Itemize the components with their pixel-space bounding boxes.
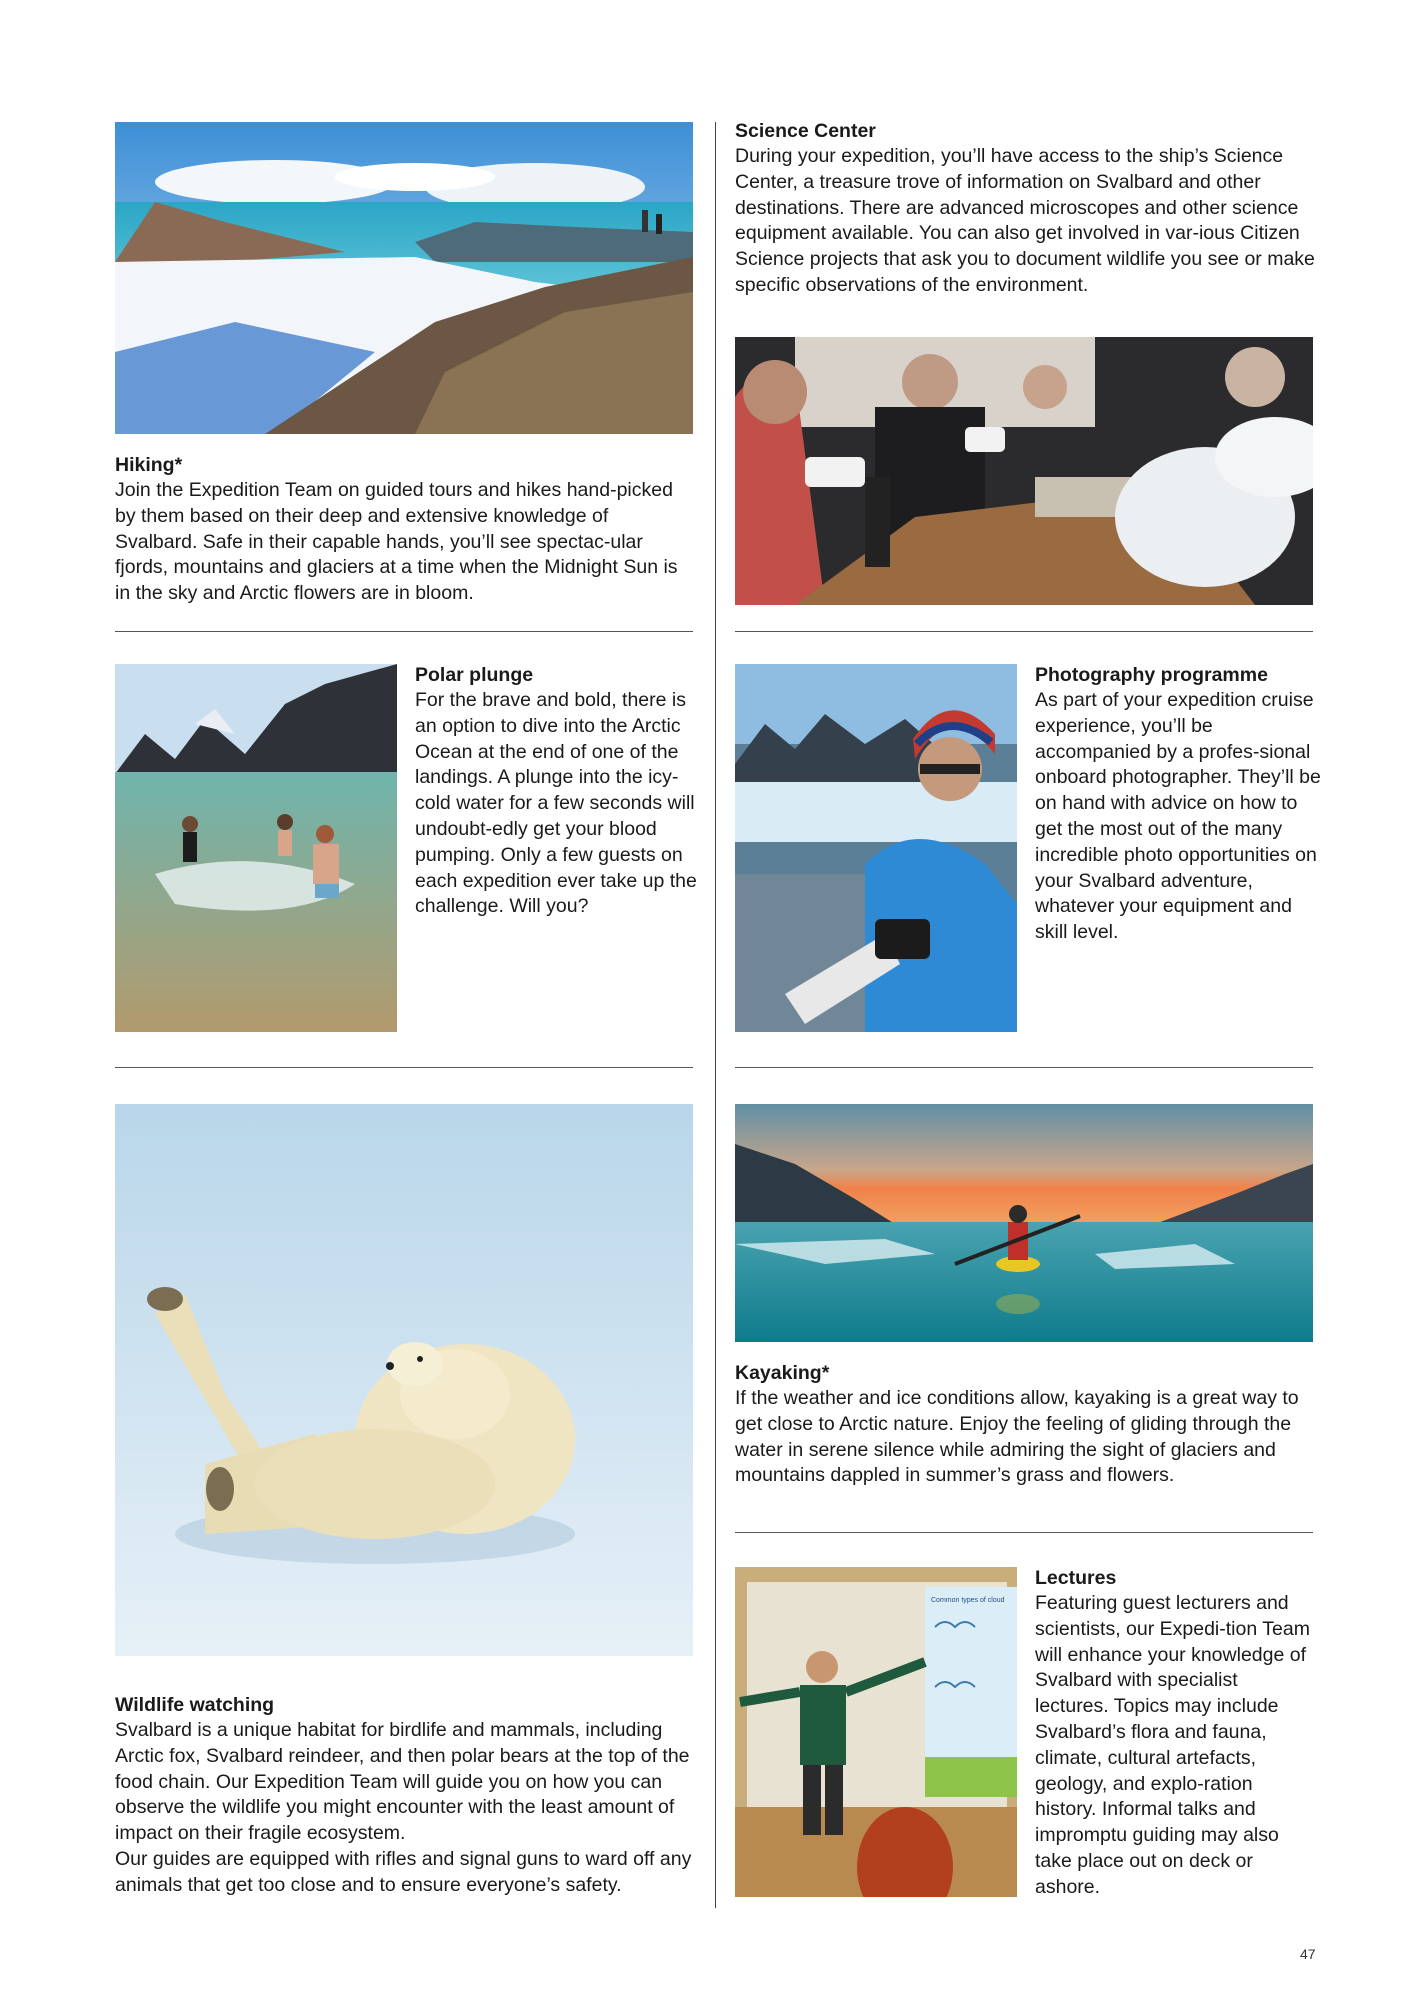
- divider: [735, 1532, 1313, 1533]
- page-number: 47: [1300, 1946, 1316, 1962]
- lecture-photo: [735, 1567, 1017, 1897]
- lectures-title: Lectures: [1035, 1567, 1117, 1589]
- photographer-photo: [735, 664, 1017, 1032]
- science-body: During your expedition, you’ll have access to the ship’s Science Center, a treasure trove of information on Svalbard and other destinations. There are advanced microscopes and other science equipment available. You can also get involved in var-ious Citizen Science projects that ask you to document wildlife you see or make specific observations of the environment.: [735, 145, 1315, 296]
- hiking-photo: [115, 122, 693, 434]
- divider: [735, 631, 1313, 632]
- lecture-screen-label: Common types of cloud: [931, 1597, 1005, 1604]
- photography-section: [1035, 662, 1325, 946]
- science-center-photo: [735, 337, 1313, 605]
- polar-plunge-body: For the brave and bold, there is an option to dive into the Arctic Ocean at the end of one of the landings. A plunge into the icy-cold water for a few seconds will undoubt-edly get your blood pumping. Only a few guests on each expedition ever take up the challenge. Will you?: [415, 689, 697, 918]
- kayaking-title: Kayaking*: [735, 1362, 830, 1384]
- polar-bear-photo: [115, 1104, 693, 1656]
- wildlife-body: Svalbard is a unique habitat for birdlife and mammals, including Arctic fox, Svalbard reindeer, and then polar bears at the top of the food chain. Our Expedition Team will guide you on how you can observe the wildlife you might encounter with the least amount of impact on their fragile ecosystem.: [115, 1719, 690, 1845]
- photography-body: As part of your expedition cruise experience, you’ll be accompanied by a profes-sional onboard photographer. They’ll be on hand with advice on how to get the most out of the many incredible photo opportunities on your Svalbard adventure, whatever your equipment and skill level.: [1035, 689, 1321, 944]
- lectures-body: Featuring guest lecturers and scientists, our Expedi-tion Team will enhance your knowledge of Svalbard with specialist lectures. Topics may include Svalbard’s flora and fauna, climate, cultural artefacts, geology, and explo-ration history. Informal talks and impromptu guiding may also take place out on deck or ashore.: [1035, 1592, 1310, 1898]
- column-divider: [715, 122, 716, 1908]
- kayaking-body: If the weather and ice conditions allow, kayaking is a great way to get close to Arctic nature. Enjoy the feeling of gliding through the water in serene silence while admiring the sight of glaciers and mountains dappled in summer’s grass and flowers.: [735, 1387, 1299, 1487]
- hiking-section: [115, 452, 695, 607]
- divider: [735, 1067, 1313, 1068]
- hiking-title: Hiking*: [115, 454, 183, 476]
- lectures-section: [1035, 1565, 1315, 1901]
- polar-plunge-title: Polar plunge: [415, 664, 534, 686]
- wildlife-body-2: Our guides are equipped with rifles and signal guns to ward off any animals that get too close and to ensure everyone’s safety.: [115, 1847, 692, 1896]
- kayaking-section: [735, 1360, 1315, 1489]
- polar-plunge-photo: [115, 664, 397, 1032]
- science-title: Science Center: [735, 120, 876, 142]
- wildlife-section: [115, 1692, 705, 1899]
- wildlife-title: Wildlife watching: [115, 1694, 275, 1716]
- science-section: [735, 118, 1315, 299]
- divider: [115, 631, 693, 632]
- hiking-body: Join the Expedition Team on guided tours and hikes hand-picked by them based on their deep and extensive knowledge of Svalbard. Safe in their capable hands, you’ll see spectac-ular fjords, mountains and glaciers at a time when the Midnight Sun is in the sky and Arctic flowers are in bloom.: [115, 479, 678, 605]
- polar-plunge-section: [415, 662, 705, 920]
- photography-title: Photography programme: [1035, 664, 1268, 686]
- divider: [115, 1067, 693, 1068]
- kayaking-photo: [735, 1104, 1313, 1342]
